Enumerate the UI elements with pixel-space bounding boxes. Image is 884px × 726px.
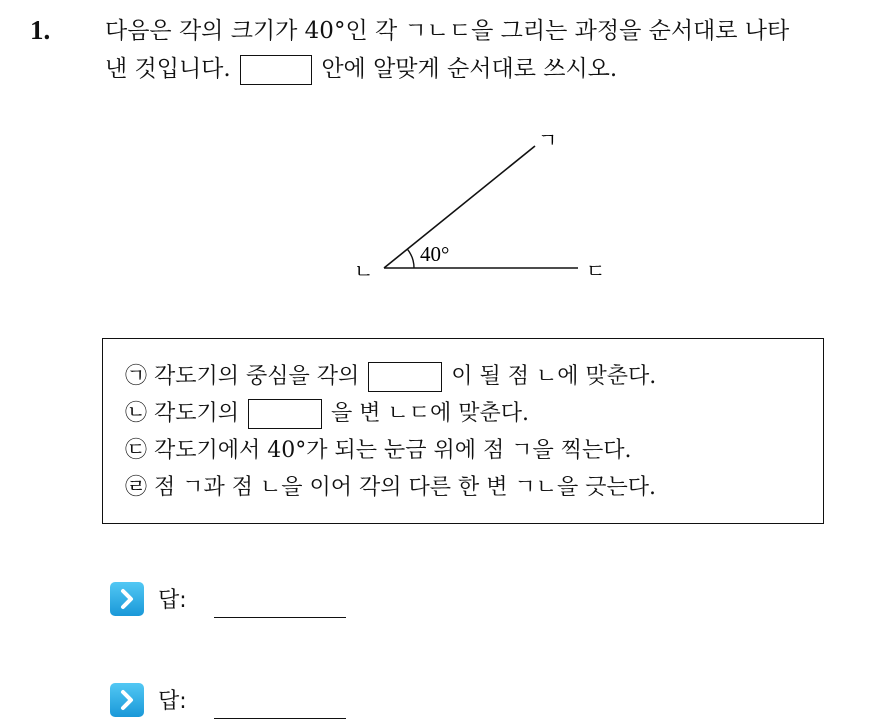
step-1-after: 이 될 점 ㄴ에 맞춘다. [451, 364, 657, 389]
step-1-before: ㉠ 각도기의 중심을 각의 [125, 364, 360, 389]
question-line-1: 다음은 각의 크기가 40°인 각 ㄱㄴㄷ을 그리는 과정을 순서대로 나타 [105, 18, 790, 44]
question-line-2-after: 안에 알맞게 순서대로 쓰시오. [321, 56, 618, 82]
step-3: ㉢ 각도기에서 40°가 되는 눈금 위에 점 ㄱ을 찍는다. [125, 438, 632, 463]
label-digeut: ㄷ [586, 259, 606, 283]
question-number: 1. [30, 15, 51, 45]
step-2 [125, 399, 529, 429]
step-1 [125, 362, 656, 392]
answer-label: 답: [158, 689, 187, 714]
ray-nu-gieok [384, 146, 535, 268]
step-4: ㉣ 점 ㄱ과 점 ㄴ을 이어 각의 다른 한 변 ㄱㄴ을 긋는다. [125, 475, 656, 500]
step-2-after: 을 변 ㄴㄷ에 맞춘다. [331, 401, 530, 426]
angle-arc [407, 249, 414, 268]
answer-input-line[interactable] [214, 617, 346, 618]
chevron-right-icon [110, 683, 144, 717]
label-gieok: ㄱ [538, 128, 558, 152]
label-nieun: ㄴ [354, 259, 374, 283]
angle-figure [0, 0, 884, 330]
answer-label: 답: [158, 588, 187, 613]
answer-input-line[interactable] [214, 718, 346, 719]
question-line-2-before: 낸 것입니다. [105, 56, 231, 82]
angle-label: 40° [420, 242, 450, 266]
step-2-blank [248, 399, 322, 429]
step-1-blank [368, 362, 442, 392]
step-2-before: ㉡ 각도기의 [125, 401, 240, 426]
steps-box [102, 338, 824, 524]
chevron-right-icon [110, 582, 144, 616]
